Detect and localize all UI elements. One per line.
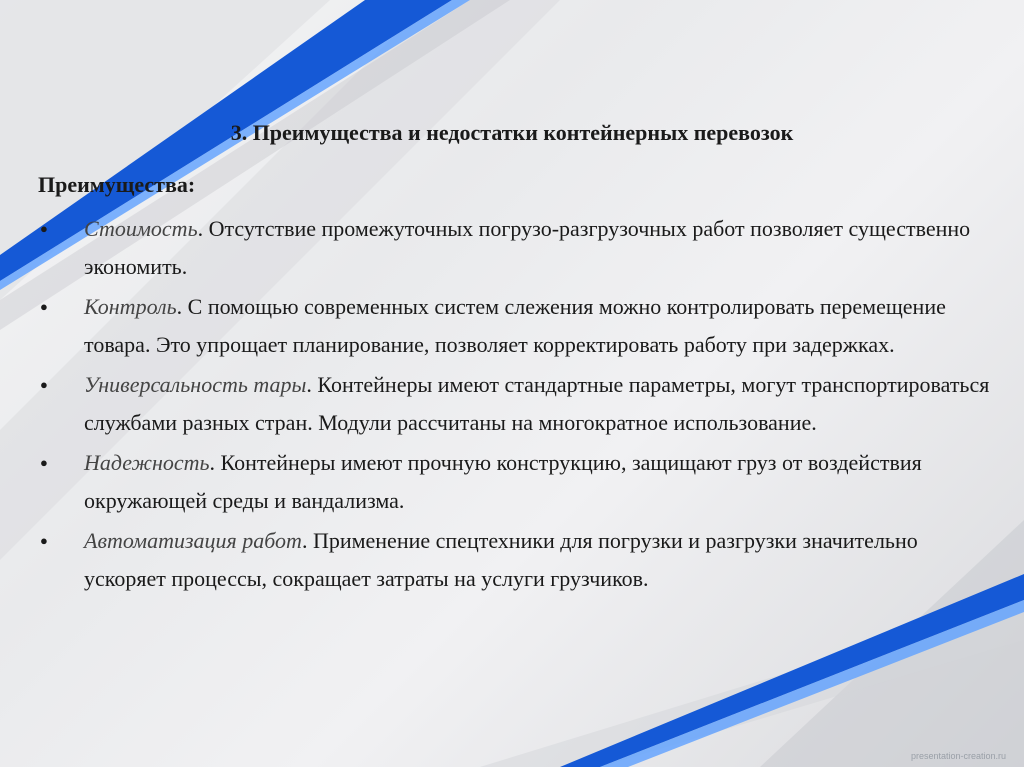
watermark: presentation-creation.ru [910, 751, 1006, 761]
item-term: Универсальность тары [84, 372, 307, 397]
list-item-control [38, 288, 998, 364]
advantages-list [38, 210, 998, 600]
section-heading-advantages: Преимущества: [38, 172, 196, 197]
bullet-icon: ● [40, 533, 48, 548]
item-term: Стоимость [84, 216, 198, 241]
item-term: Надежность [84, 450, 210, 475]
item-text: . С помощью современных систем слежения можно контролировать перемещение товара. Это упрощает планирование, позволяет корректировать работу при задержках. [84, 294, 946, 357]
item-text: . Контейнеры имеют стандартные параметры, могут транспортироваться службами разных стран. Модули рассчитаны на многократное использование. [84, 372, 990, 435]
item-text: . Контейнеры имеют прочную конструкцию, защищают груз от воздействия окружающей среды и вандализма. [84, 450, 922, 513]
item-text: . Отсутствие промежуточных погрузо-разгрузочных работ позволяет существенно экономить. [84, 216, 971, 279]
item-text: . Применение спецтехники для погрузки и разгрузки значительно ускоряет процессы, сокращает затраты на услуги грузчиков. [84, 528, 918, 591]
list-item-cost [38, 210, 998, 286]
item-term: Контроль [84, 294, 177, 319]
bullet-icon: ● [40, 221, 48, 236]
list-item-reliability [38, 444, 998, 520]
item-term: Автоматизация работ [84, 528, 302, 553]
list-item-automation [38, 522, 998, 598]
bullet-icon: ● [40, 299, 48, 314]
list-item-universality [38, 366, 998, 442]
bullet-icon: ● [40, 377, 48, 392]
slide-title: 3. Преимущества и недостатки контейнерных перевозок [230, 120, 794, 145]
bullet-icon: ● [40, 455, 48, 470]
